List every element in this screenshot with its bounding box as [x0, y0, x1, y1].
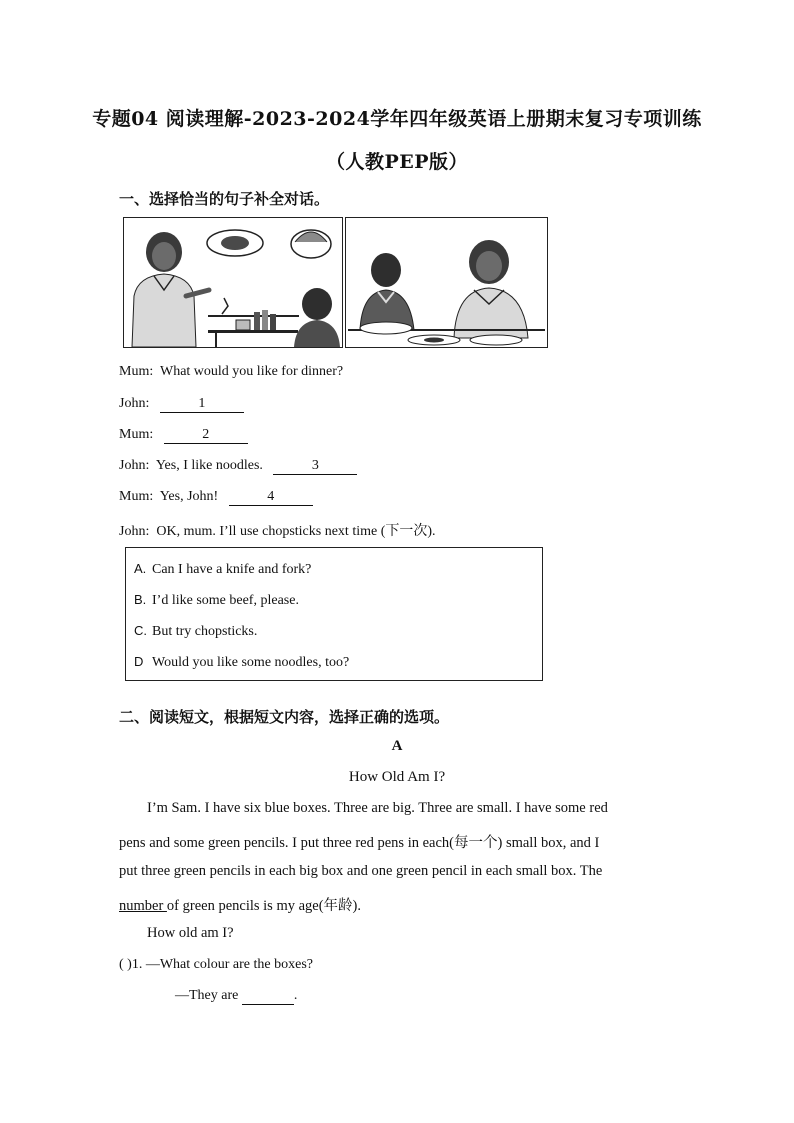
- option-letter: D: [134, 654, 144, 669]
- speaker-label: John:: [119, 396, 150, 411]
- speaker-label: Mum:: [119, 364, 154, 379]
- option-a: [134, 561, 311, 578]
- answer-blank-2[interactable]: 2: [164, 427, 248, 444]
- passage-line-3: put three green pencils in each big box and one green pencil in each small box. The: [119, 863, 603, 879]
- illustration-left-drawing: [124, 218, 342, 347]
- dialogue-line-1: [119, 364, 343, 380]
- dialogue-line-3: [119, 427, 248, 444]
- dialogue-line-2: [119, 396, 244, 413]
- section2-heading: 二、阅读短文，根据短文内容，选择正确的选项。: [119, 708, 450, 726]
- speaker-label: John:: [119, 524, 150, 539]
- answer-paren[interactable]: ( ): [119, 957, 132, 972]
- passage-question: How old am I?: [147, 925, 234, 941]
- option-letter: B.: [134, 592, 147, 607]
- option-letter: A.: [134, 561, 147, 576]
- passage-line-4: [119, 894, 675, 915]
- passage-title: How Old Am I?: [348, 769, 446, 785]
- option-text: But try chopsticks.: [152, 624, 258, 639]
- page-title: 专题04 阅读理解-2023-2024学年四年级英语上册期末复习专项训练: [92, 108, 702, 130]
- answer-period: .: [293, 988, 298, 1003]
- answer-blank-4[interactable]: 4: [229, 489, 313, 506]
- option-d: [134, 654, 349, 671]
- answer-prefix: —They are: [175, 988, 239, 1003]
- dialogue-text: OK, mum. I’ll use chopsticks next time (下一次).: [156, 524, 436, 539]
- section1-heading: 一、选择恰当的句子补全对话。: [119, 190, 330, 208]
- answer-blank-3[interactable]: 3: [273, 458, 357, 475]
- illustration-right-drawing: [346, 218, 547, 347]
- options-box: [125, 547, 543, 681]
- speaker-label: Mum:: [119, 427, 154, 442]
- answer-blank-1[interactable]: 1: [160, 396, 244, 413]
- passage-line-2: pens and some green pencils. I put three red pens in each(每一个) small box, and I: [119, 835, 600, 851]
- speaker-label: John:: [119, 458, 150, 473]
- dialogue-text: What would you like for dinner?: [159, 364, 344, 379]
- question-1-answer: [175, 988, 297, 1005]
- illustration-mum-and-john: [123, 217, 343, 348]
- dialogue-text: Yes, I like noodles.: [155, 458, 263, 473]
- answer-blank-q1[interactable]: [242, 988, 294, 1005]
- option-text: Can I have a knife and fork?: [152, 562, 312, 577]
- dialogue-line-6: [119, 520, 436, 540]
- passage-letter: A: [391, 738, 403, 754]
- illustration-dinner-table: [345, 217, 548, 348]
- option-c: [134, 623, 257, 640]
- option-text: I’d like some beef, please.: [152, 593, 299, 608]
- underlined-word: number: [119, 898, 167, 914]
- page-subtitle: （人教PEP版）: [325, 151, 469, 173]
- option-letter: C.: [134, 623, 147, 638]
- passage-line-1: I’m Sam. I have six blue boxes. Three are big. Three are small. I have some red: [147, 800, 608, 816]
- question-1: [119, 957, 313, 973]
- dialogue-text: Yes, John!: [159, 489, 219, 504]
- question-text: 1. —What colour are the boxes?: [131, 957, 313, 972]
- option-b: [134, 592, 299, 609]
- option-text: Would you like some noodles, too?: [152, 655, 350, 670]
- speaker-label: Mum:: [119, 489, 154, 504]
- dialogue-line-4: [119, 458, 357, 475]
- passage-text: of green pencils is my age(年龄).: [166, 898, 362, 914]
- dialogue-line-5: [119, 489, 313, 506]
